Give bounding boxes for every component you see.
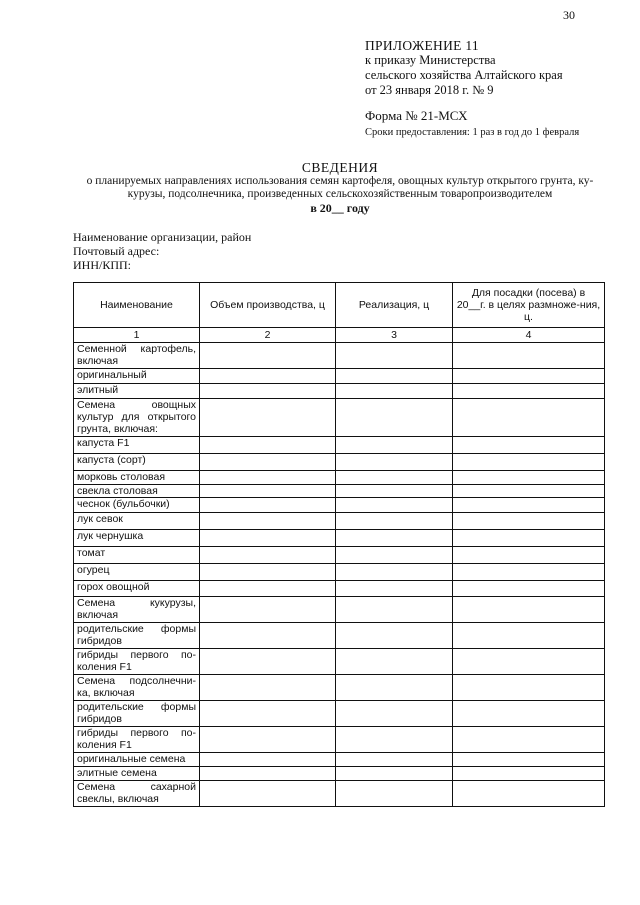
planting-cell[interactable] (453, 597, 605, 623)
volume-cell[interactable] (200, 597, 336, 623)
volume-cell[interactable] (200, 471, 336, 485)
table-header-row (74, 283, 605, 328)
planting-cell[interactable] (453, 547, 605, 564)
document-heading (60, 160, 620, 215)
planting-cell[interactable] (453, 564, 605, 581)
page-number: 30 (563, 8, 575, 22)
row-label: огурец (74, 564, 200, 581)
volume-cell[interactable] (200, 399, 336, 437)
planting-cell[interactable] (453, 623, 605, 649)
row-label: Семенной картофель, включая (74, 343, 200, 369)
table-row (74, 513, 605, 530)
volume-cell[interactable] (200, 530, 336, 547)
volume-cell[interactable] (200, 454, 336, 471)
table-row (74, 675, 605, 701)
table-row (74, 471, 605, 485)
header-planting: Для посадки (посева) в 20__г. в целях размноже-ния, ц. (453, 283, 605, 328)
volume-cell[interactable] (200, 513, 336, 530)
row-label: Семена подсолнечни-ка, включая (74, 675, 200, 701)
table-row (74, 701, 605, 727)
volume-cell[interactable] (200, 437, 336, 454)
sales-cell[interactable] (336, 597, 453, 623)
sales-cell[interactable] (336, 454, 453, 471)
address-field: Почтовый адрес: (73, 244, 160, 258)
volume-cell[interactable] (200, 675, 336, 701)
order-line-3: от 23 января 2018 г. № 9 (365, 83, 494, 97)
sales-cell[interactable] (336, 623, 453, 649)
row-label: гибриды первого по-коления F1 (74, 649, 200, 675)
column-number: 2 (200, 328, 336, 343)
header-volume: Объем производства, ц (200, 283, 336, 328)
row-label: морковь столовая (74, 471, 200, 485)
planting-cell[interactable] (453, 384, 605, 399)
volume-cell[interactable] (200, 369, 336, 384)
deadline: Сроки предоставления: 1 раз в год до 1 февраля (365, 127, 580, 138)
volume-cell[interactable] (200, 701, 336, 727)
volume-cell[interactable] (200, 581, 336, 597)
volume-cell[interactable] (200, 767, 336, 781)
sales-cell[interactable] (336, 675, 453, 701)
planting-cell[interactable] (453, 343, 605, 369)
row-label: оригинальные семена (74, 753, 200, 767)
row-label: Семена сахарной свеклы, включая (74, 781, 200, 807)
planting-cell[interactable] (453, 727, 605, 753)
planting-cell[interactable] (453, 471, 605, 485)
volume-cell[interactable] (200, 547, 336, 564)
org-fields (73, 230, 251, 272)
table-row (74, 437, 605, 454)
planting-cell[interactable] (453, 701, 605, 727)
planting-cell[interactable] (453, 485, 605, 498)
row-label: элитный (74, 384, 200, 399)
volume-cell[interactable] (200, 564, 336, 581)
table-row (74, 485, 605, 498)
row-label: капуста F1 (74, 437, 200, 454)
sales-cell[interactable] (336, 513, 453, 530)
data-table (73, 282, 605, 807)
volume-cell[interactable] (200, 623, 336, 649)
planting-cell[interactable] (453, 581, 605, 597)
table-row (74, 343, 605, 369)
org-name-field: Наименование организации, район (73, 230, 252, 244)
sales-cell[interactable] (336, 727, 453, 753)
form-number: Форма № 21-МСХ (365, 108, 468, 123)
table-row (74, 781, 605, 807)
appendix-title: ПРИЛОЖЕНИЕ 11 (365, 38, 479, 53)
header-name: Наименование (74, 283, 200, 328)
column-number-row (74, 328, 605, 343)
table-row (74, 498, 605, 513)
header-sales: Реализация, ц (336, 283, 453, 328)
table-row (74, 384, 605, 399)
row-label: родительские формы гибридов (74, 623, 200, 649)
row-label: капуста (сорт) (74, 454, 200, 471)
order-line-1: к приказу Министерства (365, 53, 496, 67)
sales-cell[interactable] (336, 343, 453, 369)
sales-cell[interactable] (336, 581, 453, 597)
sales-cell[interactable] (336, 781, 453, 807)
row-label: родительские формы гибридов (74, 701, 200, 727)
sales-cell[interactable] (336, 399, 453, 437)
planting-cell[interactable] (453, 781, 605, 807)
table-row (74, 399, 605, 437)
volume-cell[interactable] (200, 384, 336, 399)
planting-cell[interactable] (453, 399, 605, 437)
sales-cell[interactable] (336, 437, 453, 454)
sales-cell[interactable] (336, 485, 453, 498)
table-row (74, 597, 605, 623)
sales-cell[interactable] (336, 753, 453, 767)
table-body (74, 343, 605, 807)
table-row (74, 753, 605, 767)
planting-cell[interactable] (453, 437, 605, 454)
planting-cell[interactable] (453, 675, 605, 701)
row-label: гибриды первого по-коления F1 (74, 727, 200, 753)
column-number: 4 (453, 328, 605, 343)
sales-cell[interactable] (336, 369, 453, 384)
column-number: 3 (336, 328, 453, 343)
row-label: Семена овощных культур для открытого грунта, включая: (74, 399, 200, 437)
planting-cell[interactable] (453, 513, 605, 530)
heading-line-1: о планируемых направлениях использования семян картофеля, овощных культур открытого грунта, ку- (86, 175, 594, 187)
sales-cell[interactable] (336, 701, 453, 727)
order-line-2: сельского хозяйства Алтайского края (365, 68, 563, 82)
sales-cell[interactable] (336, 530, 453, 547)
sales-cell[interactable] (336, 649, 453, 675)
sales-cell[interactable] (336, 767, 453, 781)
row-label: лук севок (74, 513, 200, 530)
sales-cell[interactable] (336, 384, 453, 399)
row-label: свекла столовая (74, 485, 200, 498)
planting-cell[interactable] (453, 649, 605, 675)
header-block (365, 38, 630, 140)
planting-cell[interactable] (453, 454, 605, 471)
volume-cell[interactable] (200, 727, 336, 753)
row-label: элитные семена (74, 767, 200, 781)
planting-cell[interactable] (453, 498, 605, 513)
heading-line-2: курузы, подсолнечника, произведенных сельскохозяйственным товаропроизводителем (127, 188, 553, 200)
table-row (74, 727, 605, 753)
volume-cell[interactable] (200, 343, 336, 369)
inn-field: ИНН/КПП: (73, 258, 132, 272)
volume-cell[interactable] (200, 753, 336, 767)
table-row (74, 564, 605, 581)
table-row (74, 547, 605, 564)
sales-cell[interactable] (336, 547, 453, 564)
heading-year: в 20__ году (310, 201, 370, 215)
heading-title: СВЕДЕНИЯ (301, 160, 379, 175)
table-row (74, 454, 605, 471)
table-row (74, 649, 605, 675)
table-row (74, 623, 605, 649)
planting-cell[interactable] (453, 530, 605, 547)
row-label: томат (74, 547, 200, 564)
planting-cell[interactable] (453, 767, 605, 781)
table-row (74, 581, 605, 597)
table-row (74, 530, 605, 547)
row-label: Семена кукурузы, включая (74, 597, 200, 623)
column-number: 1 (74, 328, 200, 343)
planting-cell[interactable] (453, 369, 605, 384)
row-label: лук чернушка (74, 530, 200, 547)
row-label: оригинальный (74, 369, 200, 384)
volume-cell[interactable] (200, 498, 336, 513)
sales-cell[interactable] (336, 498, 453, 513)
row-label: чеснок (бульбочки) (74, 498, 200, 513)
row-label: горох овощной (74, 581, 200, 597)
planting-cell[interactable] (453, 753, 605, 767)
table-row (74, 767, 605, 781)
volume-cell[interactable] (200, 649, 336, 675)
sales-cell[interactable] (336, 564, 453, 581)
table-row (74, 369, 605, 384)
sales-cell[interactable] (336, 471, 453, 485)
volume-cell[interactable] (200, 485, 336, 498)
volume-cell[interactable] (200, 781, 336, 807)
